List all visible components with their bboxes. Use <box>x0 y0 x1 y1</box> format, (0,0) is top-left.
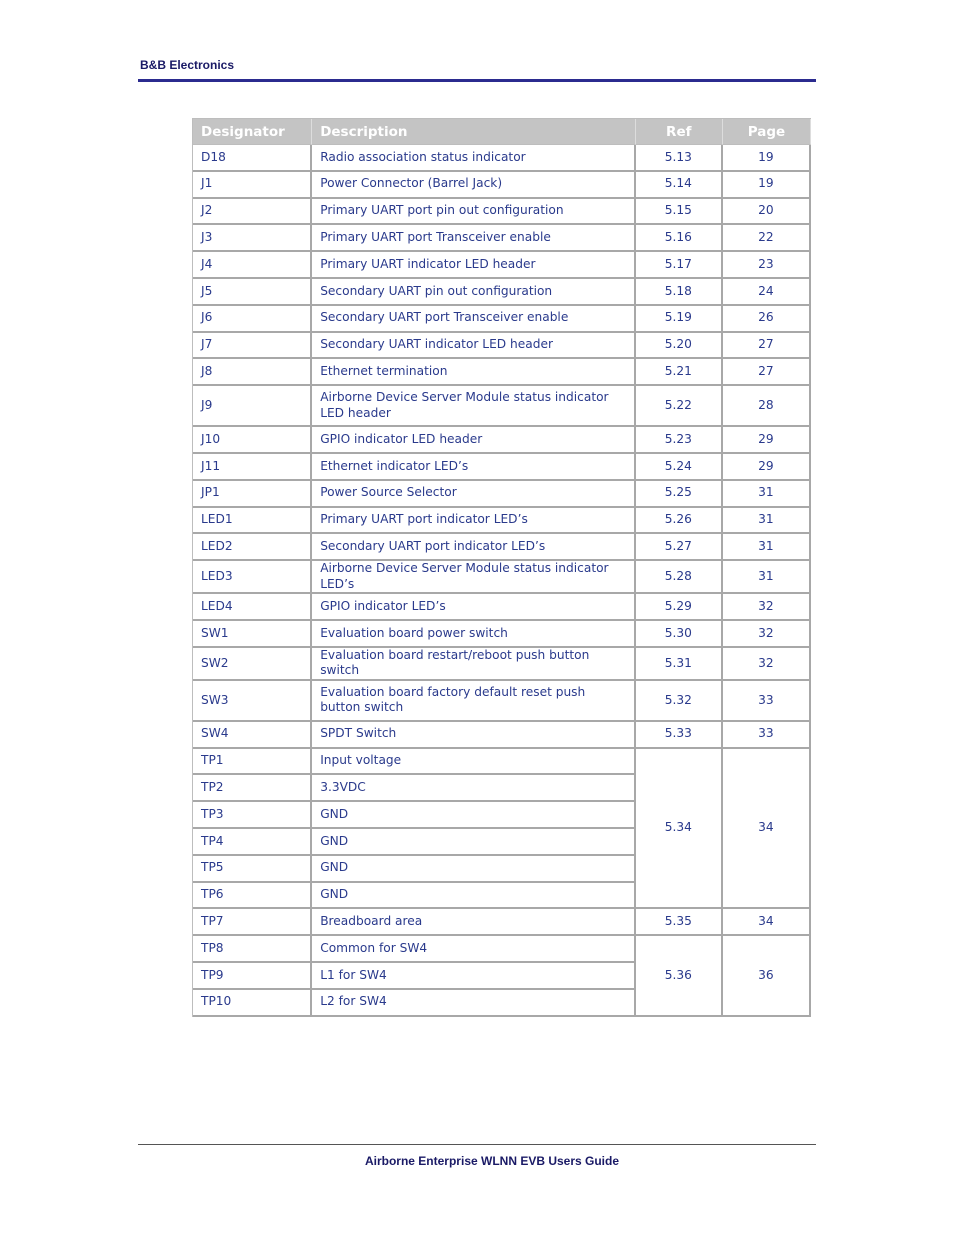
designator-cell: J2 <box>193 199 312 226</box>
description-cell: Primary UART indicator LED header <box>312 252 636 279</box>
page-cell: 27 <box>723 359 811 386</box>
ref-cell: 5.14 <box>636 172 723 199</box>
ref-cell: 5.23 <box>636 427 723 454</box>
column-header-description: Description <box>312 119 636 145</box>
table-row <box>193 199 811 226</box>
ref-cell: 5.22 <box>636 386 723 427</box>
table-row <box>193 172 811 199</box>
page-cell: 31 <box>723 534 811 561</box>
description-cell: Common for SW4 <box>312 936 636 963</box>
table-row <box>193 561 811 594</box>
designator-reference-table <box>192 118 811 1017</box>
description-cell: L1 for SW4 <box>312 963 636 990</box>
ref-cell: 5.24 <box>636 454 723 481</box>
designator-cell: J8 <box>193 359 312 386</box>
ref-cell: 5.27 <box>636 534 723 561</box>
description-cell: 3.3VDC <box>312 775 636 802</box>
page-cell: 31 <box>723 561 811 594</box>
designator-cell: SW4 <box>193 722 312 749</box>
designator-cell: TP5 <box>193 856 312 883</box>
page-cell: 28 <box>723 386 811 427</box>
ref-cell: 5.30 <box>636 621 723 648</box>
description-cell: Secondary UART port Transceiver enable <box>312 306 636 333</box>
table-row <box>193 749 811 776</box>
designator-cell: SW3 <box>193 681 312 722</box>
designator-cell: TP8 <box>193 936 312 963</box>
page-cell: 20 <box>723 199 811 226</box>
description-cell: Radio association status indicator <box>312 145 636 172</box>
ref-cell: 5.31 <box>636 648 723 681</box>
description-cell: Primary UART port indicator LED’s <box>312 508 636 535</box>
ref-cell: 5.29 <box>636 594 723 621</box>
designator-cell: TP2 <box>193 775 312 802</box>
description-cell: GPIO indicator LED’s <box>312 594 636 621</box>
designator-cell: TP10 <box>193 990 312 1017</box>
description-cell: GND <box>312 883 636 910</box>
table-row <box>193 508 811 535</box>
designator-cell: LED4 <box>193 594 312 621</box>
designator-cell: J6 <box>193 306 312 333</box>
table-row <box>193 333 811 360</box>
designator-cell: LED1 <box>193 508 312 535</box>
page-cell: 32 <box>723 648 811 681</box>
ref-cell: 5.26 <box>636 508 723 535</box>
page-cell: 23 <box>723 252 811 279</box>
page-cell: 26 <box>723 306 811 333</box>
designator-cell: J10 <box>193 427 312 454</box>
page-cell: 34 <box>723 909 811 936</box>
page-cell: 33 <box>723 722 811 749</box>
description-cell: Airborne Device Server Module status indicator LED header <box>312 386 636 427</box>
designator-cell: LED3 <box>193 561 312 594</box>
table-row <box>193 279 811 306</box>
designator-cell: JP1 <box>193 481 312 508</box>
ref-cell: 5.33 <box>636 722 723 749</box>
designator-cell: TP3 <box>193 802 312 829</box>
designator-cell: TP4 <box>193 829 312 856</box>
designator-cell: J11 <box>193 454 312 481</box>
table-row <box>193 454 811 481</box>
designator-cell: D18 <box>193 145 312 172</box>
page-cell: 29 <box>723 427 811 454</box>
designator-cell: J5 <box>193 279 312 306</box>
description-cell: Secondary UART pin out configuration <box>312 279 636 306</box>
table-row <box>193 936 811 963</box>
table-row <box>193 386 811 427</box>
ref-cell: 5.21 <box>636 359 723 386</box>
page-cell: 24 <box>723 279 811 306</box>
description-cell: Primary UART port Transceiver enable <box>312 225 636 252</box>
description-cell: Evaluation board power switch <box>312 621 636 648</box>
ref-cell: 5.19 <box>636 306 723 333</box>
ref-cell: 5.35 <box>636 909 723 936</box>
table-row <box>193 359 811 386</box>
designator-cell: SW2 <box>193 648 312 681</box>
ref-cell: 5.13 <box>636 145 723 172</box>
table-row <box>193 252 811 279</box>
description-cell: Secondary UART port indicator LED’s <box>312 534 636 561</box>
designator-cell: J1 <box>193 172 312 199</box>
ref-cell: 5.36 <box>636 936 723 1016</box>
description-cell: Ethernet indicator LED’s <box>312 454 636 481</box>
description-cell: Ethernet termination <box>312 359 636 386</box>
table-row <box>193 427 811 454</box>
description-cell: Evaluation board restart/reboot push button switch <box>312 648 636 681</box>
table-row <box>193 306 811 333</box>
footer-title: Airborne Enterprise WLNN EVB Users Guide <box>364 1154 620 1168</box>
designator-cell: J3 <box>193 225 312 252</box>
table-row <box>193 145 811 172</box>
ref-cell: 5.34 <box>636 749 723 910</box>
description-cell: SPDT Switch <box>312 722 636 749</box>
designator-cell: J7 <box>193 333 312 360</box>
ref-cell: 5.25 <box>636 481 723 508</box>
description-cell: Breadboard area <box>312 909 636 936</box>
designator-cell: J9 <box>193 386 312 427</box>
table-row <box>193 225 811 252</box>
designator-cell: TP7 <box>193 909 312 936</box>
table-row <box>193 481 811 508</box>
ref-cell: 5.16 <box>636 225 723 252</box>
page-cell: 19 <box>723 145 811 172</box>
page-cell: 32 <box>723 594 811 621</box>
ref-cell: 5.15 <box>636 199 723 226</box>
description-cell: GND <box>312 856 636 883</box>
description-cell: Primary UART port pin out configuration <box>312 199 636 226</box>
designator-cell: TP9 <box>193 963 312 990</box>
table-row <box>193 681 811 722</box>
description-cell: Secondary UART indicator LED header <box>312 333 636 360</box>
description-cell: Airborne Device Server Module status indicator LED’s <box>312 561 636 594</box>
description-cell: L2 for SW4 <box>312 990 636 1017</box>
ref-cell: 5.28 <box>636 561 723 594</box>
table-header-row <box>193 119 811 145</box>
column-header-page: Page <box>723 119 811 145</box>
page-cell: 29 <box>723 454 811 481</box>
table-row <box>193 534 811 561</box>
description-cell: GND <box>312 802 636 829</box>
description-cell: Power Source Selector <box>312 481 636 508</box>
column-header-designator: Designator <box>193 119 312 145</box>
designator-cell: TP6 <box>193 883 312 910</box>
page-cell: 31 <box>723 508 811 535</box>
description-cell: GPIO indicator LED header <box>312 427 636 454</box>
table-row <box>193 648 811 681</box>
page-cell: 33 <box>723 681 811 722</box>
designator-cell: SW1 <box>193 621 312 648</box>
designator-cell: J4 <box>193 252 312 279</box>
designator-cell: TP1 <box>193 749 312 776</box>
ref-cell: 5.32 <box>636 681 723 722</box>
page-cell: 22 <box>723 225 811 252</box>
page-cell: 31 <box>723 481 811 508</box>
description-cell: Power Connector (Barrel Jack) <box>312 172 636 199</box>
ref-cell: 5.17 <box>636 252 723 279</box>
description-cell: Input voltage <box>312 749 636 776</box>
page-cell: 34 <box>723 749 811 910</box>
description-cell: Evaluation board factory default reset push button switch <box>312 681 636 722</box>
ref-cell: 5.20 <box>636 333 723 360</box>
page-cell: 32 <box>723 621 811 648</box>
table-row <box>193 722 811 749</box>
page-cell: 36 <box>723 936 811 1016</box>
column-header-ref: Ref <box>636 119 723 145</box>
table-row <box>193 909 811 936</box>
designator-cell: LED2 <box>193 534 312 561</box>
description-cell: GND <box>312 829 636 856</box>
header-rule <box>138 79 816 82</box>
ref-cell: 5.18 <box>636 279 723 306</box>
footer-rule <box>138 1144 816 1145</box>
header-company: B&B Electronics <box>140 58 235 72</box>
table-row <box>193 621 811 648</box>
page-cell: 19 <box>723 172 811 199</box>
table-row <box>193 594 811 621</box>
page-cell: 27 <box>723 333 811 360</box>
